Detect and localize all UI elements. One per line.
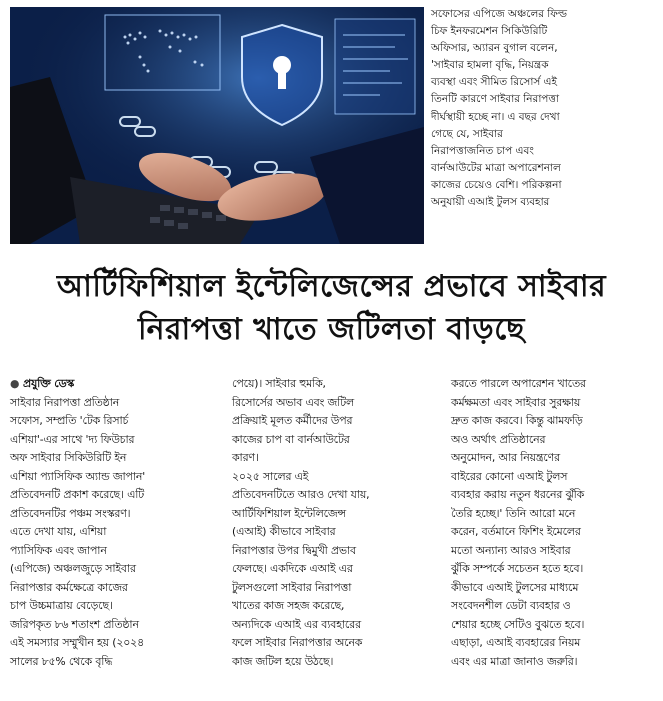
- byline: [10, 375, 218, 394]
- bullet-icon: ●: [10, 377, 23, 390]
- article-photo: [10, 7, 424, 244]
- column-2: পেয়ে)। সাইবার হুমকি, রিসোর্সের অভাব এবং জটিল প্রক্রিয়াই মূলত কর্মীদের উপর কাজের চাপ বা বার্নআউটের কারণ। ২০২৫ সালের এই প্রতিবেদনটিতে আরও দেখা যায়, আর্টিফিশিয়াল ইন্টেলিজেন্স (এআই) কীভাবে সাইবার নিরাপত্তার উপর দ্বিমুখী প্রভাব ফেলছে। একদিকে এআই এর টুলসগুলো সাইবার নিরাপত্তা খাতের কাজ সহজ করেছে, অন্যদিকে এআই এর ব্যবহারের ফলে সাইবার নিরাপত্তার অনেক কাজ জটিল হয়ে উঠছে।: [232, 377, 370, 668]
- intro-text: সফোসের এপিজে অঞ্চলের ফিল্ড চিফ ইনফরমেশন সিকিউরিটি অফিসার, অ্যারন বুগাল বলেন, 'সাইবার হামলা বৃদ্ধি, নিয়ন্ত্রক ব্যবস্থা এবং সীমিত রিসোর্স এই তিনটি কারণে সাইবার নিরাপত্তা দীর্ঘস্থায়ী হচ্ছে না। এ বছর দেখা গেছে যে, সাইবার নিরাপত্তাজনিত চাপ এবং বার্নআউটের মাত্রা অপারেশনাল কাজের চেয়েও বেশি। পরিকল্পনা অনুযায়ী এআই টুলস ব্যবহার: [431, 8, 567, 209]
- headline-line-2: নিরাপত্তা খাতে জটিলতা বাড়ছে: [138, 312, 525, 347]
- column-1-text: সাইবার নিরাপত্তা প্রতিষ্ঠান সফোস, সম্প্রতি 'টেক রিসার্চ এশিয়া'-এর সাথে 'দ্য ফিউচার অফ সাইবার সিকিউরিটি ইন এশিয়া প্যাসিফিক অ্যান্ড জাপান' প্রতিবেদনটি প্রকাশ করেছে। এটি প্রতিবেদনটির পঞ্চম সংস্করণ। এতে দেখা যায়, এশিয়া প্যাসিফিক এবং জাপান (এপিজে) অঞ্চলজুড়ে সাইবার নিরাপত্তার কর্মক্ষেত্রে কাজের চাপ উচ্চমাত্রায় বেড়েছে। জরিপকৃত ৮৬ শতাংশ প্রতিষ্ঠান এই সমস্যার সম্মুখীন হয় (২০২৪ সালের ৮৫% থেকে বৃদ্ধি: [10, 395, 146, 668]
- byline-text: প্রযুক্তি ডেস্ক: [22, 377, 75, 390]
- column-1: [10, 375, 218, 671]
- cyber-security-illustration: [10, 7, 424, 244]
- headline-line-1: আর্টিফিশিয়াল ইন্টেলিজেন্সের প্রভাবে সাইবার: [56, 269, 607, 304]
- column-3: করতে পারলে অপারেশন খাতের কর্মক্ষমতা এবং সাইবার সুরক্ষায় দ্রুত কাজ করবে। কিন্তু ঝামফড়ি অও অর্থাৎ প্রতিষ্ঠানের অনুমোদন, আর নিয়ন্ত্রণের বাইরের কোনো এআই টুলস ব্যবহার করায় নতুন ধরনের ঝুঁকি তৈরি হচ্ছে।' তিনি আরো মনে করেন, বর্তমানে ফিশিং ইমেলের মতো অন্যান্য আরও সাইবার ঝুঁকি সম্পর্কে সচেতন হতে হবে। কীভাবে এআই টুলসের মাধ্যমে সংবেদনশীল ডেটা ব্যবহার ও শেয়ার হচ্ছে সেটিও বুঝতে হবে। এছাড়া, এআই ব্যবহারের নিয়ম এবং এর মাত্রা জানাও জরুরি।: [451, 377, 586, 668]
